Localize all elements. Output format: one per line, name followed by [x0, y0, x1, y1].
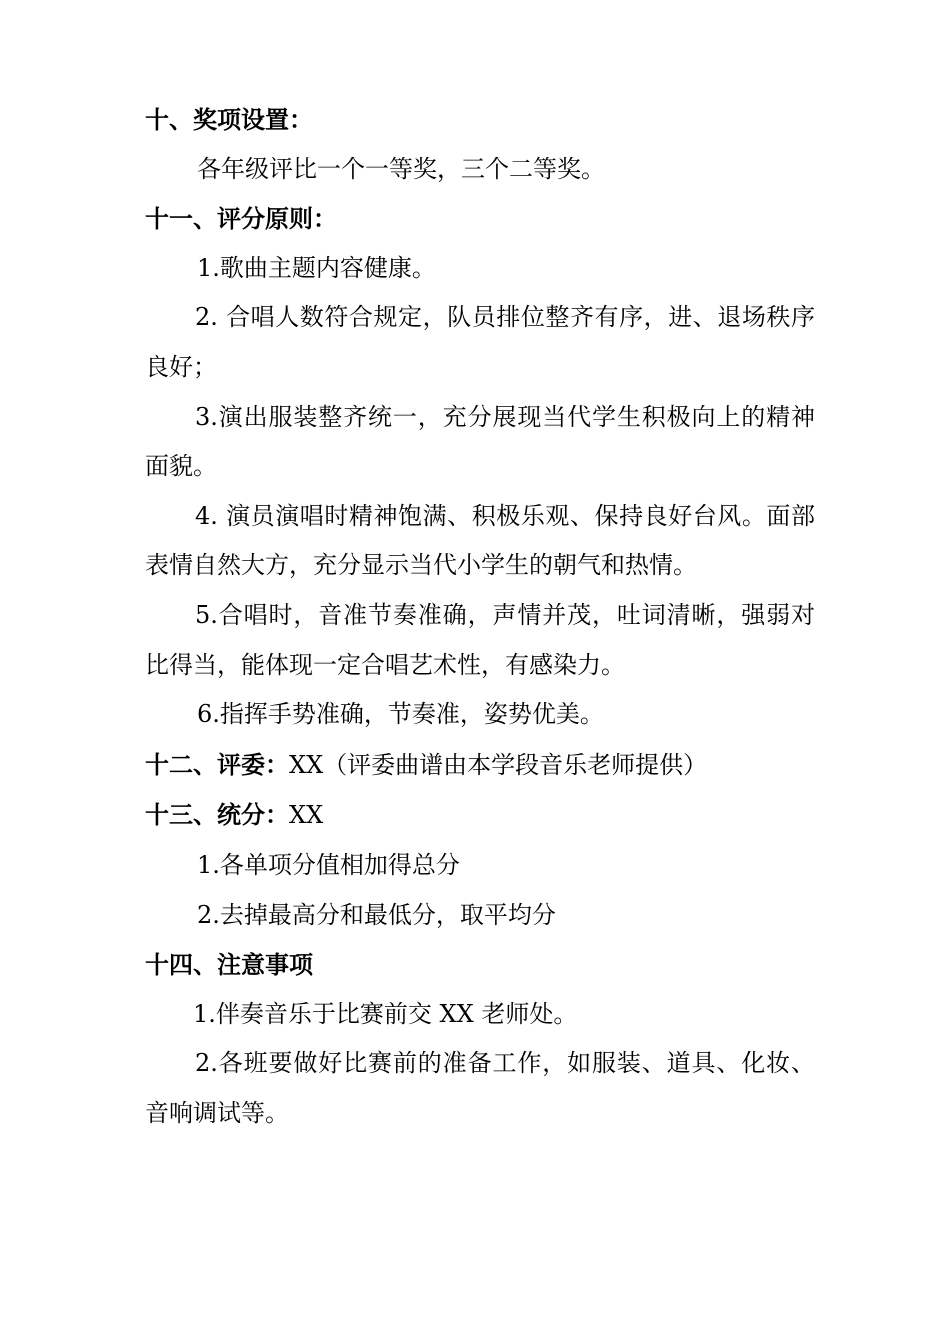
criteria-item-1: 1.歌曲主题内容健康。: [197, 253, 436, 282]
section-14-heading: 十四、注意事项: [145, 950, 313, 980]
criteria-item-5: 5.合唱时，音准节奏准确，声情并茂，吐词清晰，强弱对比得当，能体现一定合唱艺术性，有感染力。: [145, 600, 815, 679]
criteria-item-2: 2. 合唱人数符合规定，队员排位整齐有序，进、退场秩序良好；: [145, 303, 815, 381]
section-12-body: XX（评委曲谱由本学段音乐老师提供）: [289, 750, 708, 779]
section-10-heading: 十、奖项设置：: [145, 105, 313, 134]
section-12-row: [145, 740, 815, 791]
criteria-item-4: 4. 演员演唱时精神饱满、积极乐观、保持良好台风。面部表情自然大方，充分显示当代小学生的朝气和热情。: [145, 501, 815, 580]
section-10-body: 各年级评比一个一等奖，三个二等奖。: [197, 154, 605, 183]
scoring-item-2: 2.去掉最高分和最低分，取平均分: [197, 900, 556, 929]
section-13-row: [145, 790, 815, 841]
notice-item-2: 2.各班要做好比赛前的准备工作，如服装、道具、化妆、音响调试等。: [145, 1049, 815, 1127]
criteria-item-3: 3.演出服装整齐统一，充分展现当代学生积极向上的精神面貌。: [145, 402, 815, 481]
section-11-heading: 十一、评分原则：: [145, 204, 337, 234]
notice-item-1: 1.伴奏音乐于比赛前交 XX 老师处。: [193, 999, 578, 1028]
criteria-item-6: 6.指挥手势准确，节奏准，姿势优美。: [197, 700, 604, 729]
scoring-item-1: 1.各单项分值相加得总分: [197, 850, 460, 879]
section-13-body: XX: [289, 801, 324, 830]
section-13-heading: 十三、统分：: [145, 800, 289, 830]
document-page: [145, 95, 815, 1138]
section-12-heading: 十二、评委：: [145, 749, 289, 779]
